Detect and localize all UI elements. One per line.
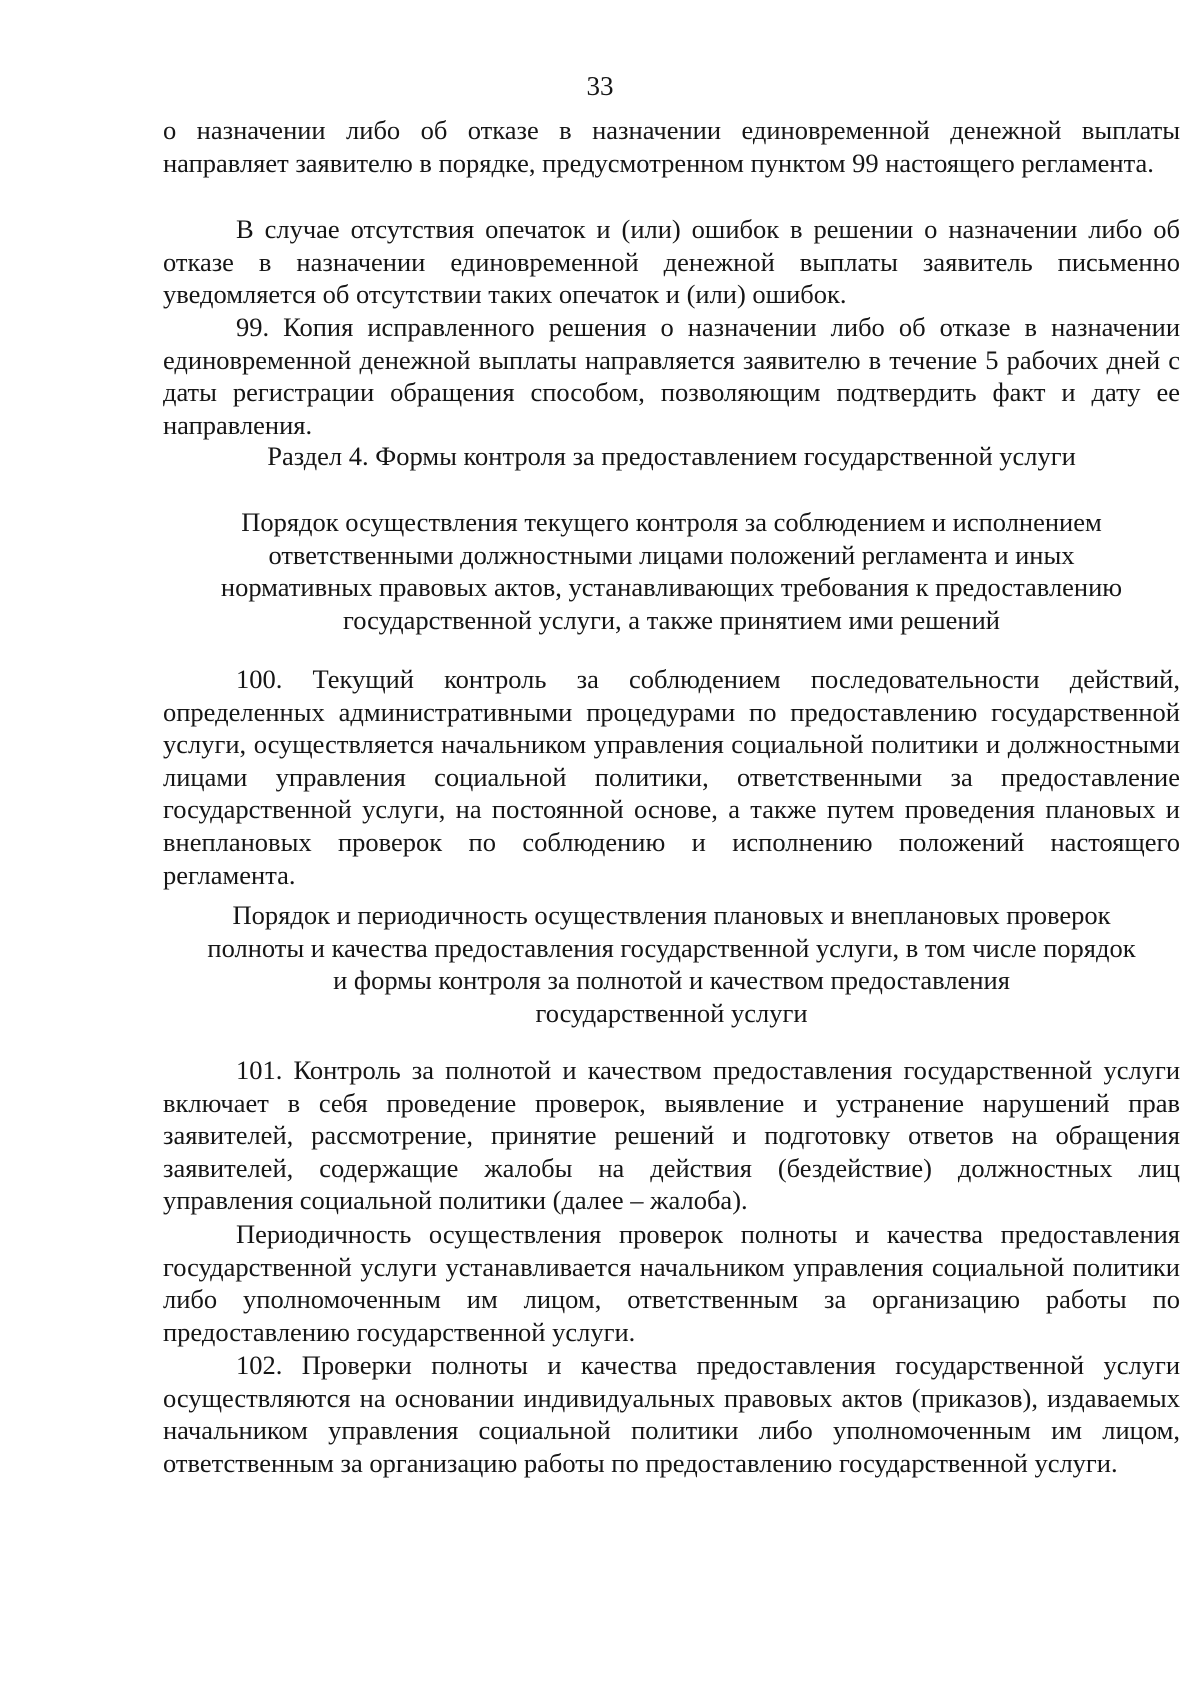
subheading-line: Порядок и периодичность осуществления плановых и внеплановых проверок	[232, 900, 1111, 930]
paragraph-101: 101. Контроль за полнотой и качеством предоставления государственной услуги включает в себя проведение проверок, выявление и устранение нарушений прав заявителей, рассмотрение, принятие решений и подготовку ответов на обращения заявителей, содержащие жалобы на действия (бездействие) должностных лиц управления социальной политики (далее – жалоба).	[163, 1055, 1180, 1216]
subheading-current-control	[163, 506, 1180, 636]
subheading-line: государственной услуги, а также принятием ими решений	[343, 604, 1000, 635]
section-title: Раздел 4. Формы контроля за предоставлением государственной услуги	[267, 441, 1076, 471]
paragraph-continuation: о назначении либо об отказе в назначении единовременной денежной выплаты направляет заявителю в порядке, предусмотренном пунктом 99 настоящего регламента.	[163, 115, 1180, 178]
paragraph-102: 102. Проверки полноты и качества предоставления государственной услуги осуществляются на основании индивидуальных правовых актов (приказов), издаваемых начальником управления социальной политики либо уполномоченным им лицом, ответственным за организацию работы по предоставлению государственной услуги.	[163, 1350, 1180, 1478]
subheading-line: полноты и качества предоставления государственной услуги, в том числе порядок	[207, 932, 1136, 963]
paragraph-100: 100. Текущий контроль за соблюдением последовательности действий, определенных административными процедурами по предоставлению государственной услуги, осуществляется начальником управления социальной политики и должностными лицами управления социальной политики, ответственными за предоставление государственной услуги, на постоянной основе, а также путем проведения плановых и внеплановых проверок по соблюдению и исполнению положений настоящего регламента.	[163, 664, 1180, 890]
subheading-checks	[163, 899, 1180, 1029]
subheading-line: Порядок осуществления текущего контроля за соблюдением и исполнением	[241, 507, 1102, 537]
subheading-line: ответственными должностными лицами положений регламента и иных	[268, 539, 1075, 570]
paragraph-no-errors: В случае отсутствия опечаток и (или) ошибок в решении о назначении либо об отказе в назначении единовременной денежной выплаты заявитель письменно уведомляется об отсутствии таких опечаток и (или) ошибок.	[163, 214, 1180, 310]
subheading-line: нормативных правовых актов, устанавливающих требования к предоставлению	[220, 572, 1123, 603]
page-number: 33	[586, 71, 614, 101]
paragraph-periodicity: Периодичность осуществления проверок полноты и качества предоставления государственной услуги устанавливается начальником управления социальной политики либо уполномоченным им лицом, ответственным за организацию работы по предоставлению государственной услуги.	[163, 1219, 1180, 1347]
subheading-line: государственной услуги	[535, 997, 808, 1028]
paragraph-99: 99. Копия исправленного решения о назначении либо об отказе в назначении единовременной денежной выплаты направляется заявителю в течение 5 рабочих дней с даты регистрации обращения способом, позволяющим подтвердить факт и дату ее направления.	[163, 312, 1180, 440]
subheading-line: и формы контроля за полнотой и качеством предоставления	[333, 965, 1010, 996]
